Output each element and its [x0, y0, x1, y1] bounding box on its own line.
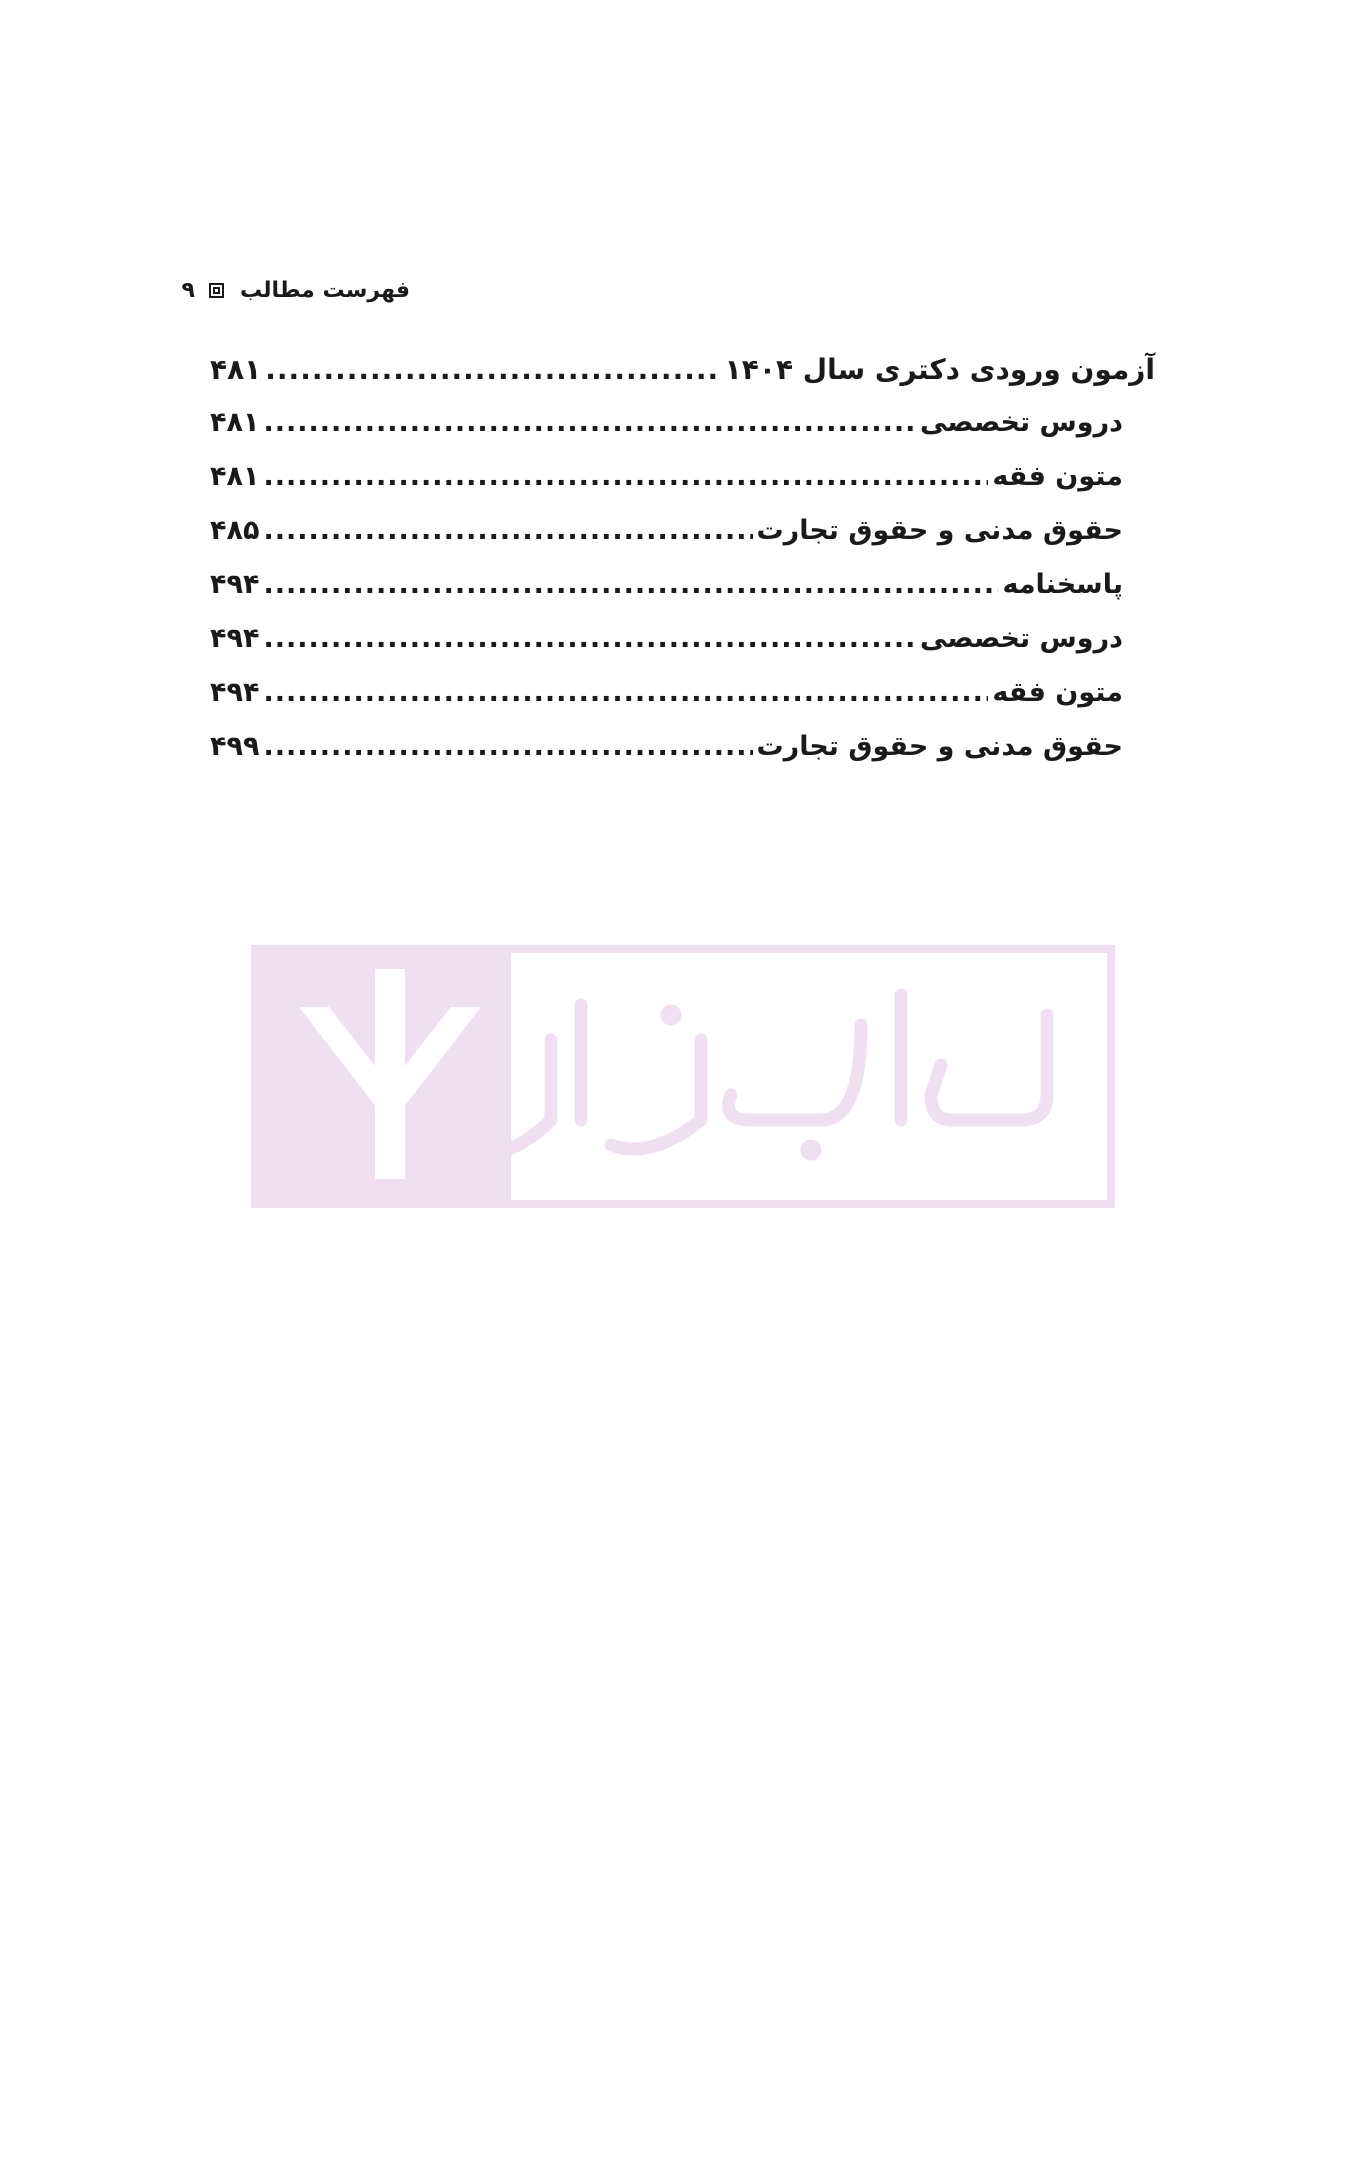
page-marker-icon: [209, 283, 224, 298]
toc-entry[interactable]: [210, 731, 1155, 785]
toc-entry[interactable]: [210, 353, 1155, 407]
toc-entry-title: حقوق مدنی و حقوق تجارت: [756, 515, 1123, 546]
toc-entry-title: دروس تخصصی: [920, 407, 1123, 438]
toc-entry-title: متون فقه: [992, 677, 1123, 708]
toc-dot-leader: [263, 515, 752, 546]
toc-entry[interactable]: [210, 461, 1155, 515]
toc-entry[interactable]: [210, 677, 1155, 731]
toc-dot-leader: [263, 623, 916, 654]
toc-entry-page: ۴۹۴: [210, 677, 260, 708]
tree-logo-icon: [299, 969, 481, 1179]
toc-entry-page: ۴۹۹: [210, 731, 260, 762]
watermark: [251, 945, 1115, 1208]
running-header: [182, 278, 411, 303]
toc-entry-page: ۴۹۴: [210, 623, 260, 654]
watermark-graphic: [251, 945, 1115, 1208]
toc-dot-leader: [263, 677, 988, 708]
toc-entry[interactable]: [210, 569, 1155, 623]
toc-entry-title: پاسخنامه: [1002, 569, 1123, 600]
toc-entry-title: حقوق مدنی و حقوق تجارت: [756, 731, 1123, 762]
toc-dot-leader: [263, 407, 916, 438]
toc-entry-page: ۴۸۵: [210, 515, 260, 546]
toc-entry-page: ۴۸۱: [210, 353, 262, 386]
toc-entry-title: دروس تخصصی: [920, 623, 1123, 654]
toc-entry[interactable]: [210, 623, 1155, 677]
table-of-contents: [210, 353, 1155, 785]
watermark-wordmark: [466, 995, 1047, 1156]
toc-entry-title: متون فقه: [992, 461, 1123, 492]
header-title: فهرست مطالب: [239, 278, 410, 303]
header-page-number: ۹: [181, 278, 195, 303]
toc-dot-leader: [263, 461, 988, 492]
toc-dot-leader: [265, 353, 720, 386]
toc-dot-leader: [263, 569, 998, 600]
toc-entry-page: ۴۹۴: [210, 569, 260, 600]
toc-dot-leader: [263, 731, 752, 762]
toc-entry[interactable]: [210, 515, 1155, 569]
toc-entry-page: ۴۸۱: [210, 407, 260, 438]
toc-entry[interactable]: [210, 407, 1155, 461]
toc-entry-page: ۴۸۱: [210, 461, 260, 492]
toc-entry-title: آزمون ورودی دکتری سال ۱۴۰۴: [724, 353, 1155, 386]
